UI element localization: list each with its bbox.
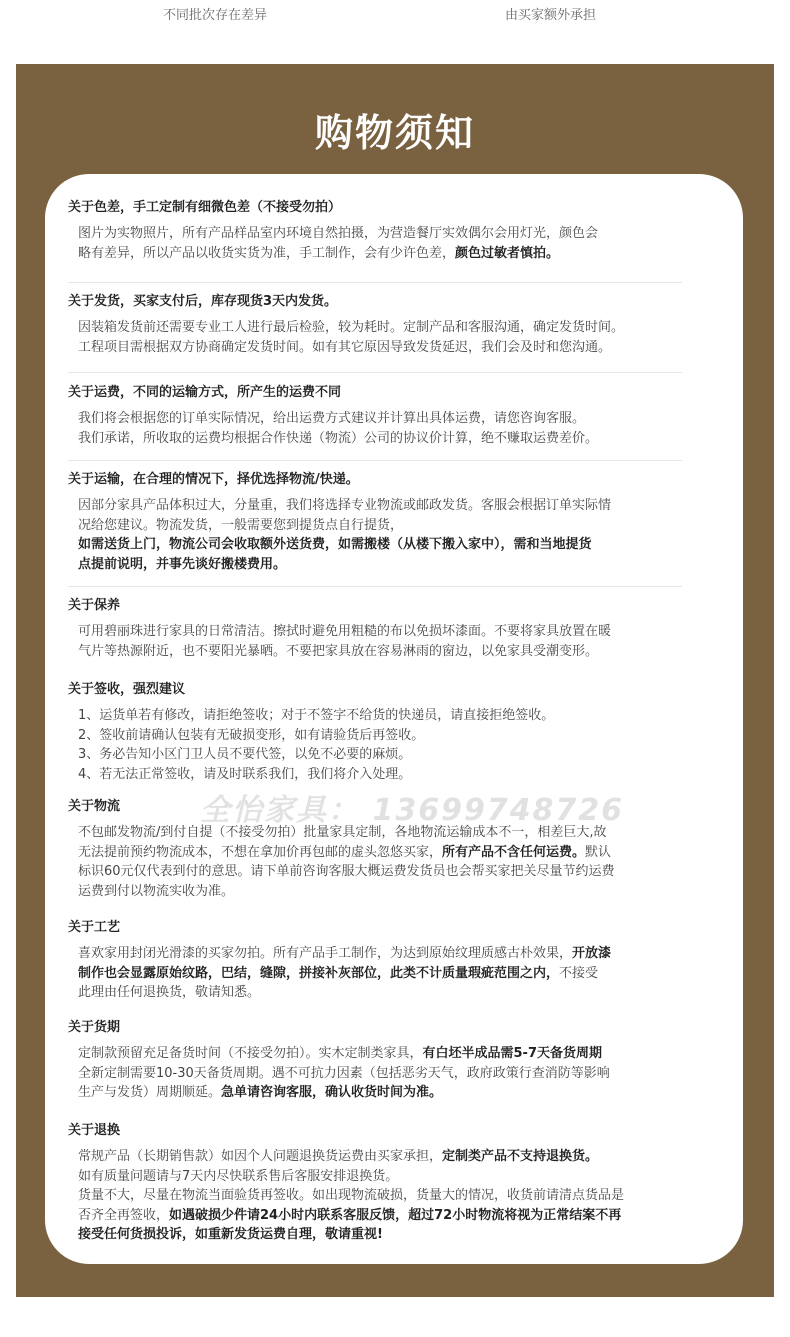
body-text: 可用碧丽珠进行家具的日常清洁。擦拭时避免用粗糙的布以免损坏漆面。不要将家具放置在暖: [78, 624, 612, 639]
section-line: [78, 1147, 708, 1167]
section-line: [78, 882, 708, 902]
emphasis-text: 点提前说明，并事先谈好搬楼费用。: [78, 556, 287, 572]
emphasis-text: 制作也会显露原始纹路，巴结，缝隙，拼接补灰部位，此类不计质量瑕疵范围之内，: [78, 965, 560, 981]
emphasis-text: 如需送货上门，物流公司会收取额外送货费，如需搬楼（从楼下搬入家中），需和当地提货: [78, 537, 592, 552]
section-heading: 关于发货，买家支付后，库存现货3天内发货。: [68, 294, 338, 309]
body-text: 无法提前预约物流成本，不想在拿加价再包邮的虚头忽悠买家，: [78, 844, 443, 860]
body-text: 略有差异，所以产品以收货实货为准，手工制作，会有少许色差，: [78, 245, 456, 261]
section-line: [78, 843, 708, 863]
section-line: [78, 535, 708, 555]
body-text: 喜欢家用封闭光滑漆的买家勿拍。所有产品手工制作，为达到原始纹理质感古朴效果，: [78, 946, 573, 961]
section-body: [68, 496, 708, 574]
notice-section: [68, 680, 708, 784]
notice-section: [68, 1121, 708, 1245]
body-text: 因部分家具产品体积过大，分量重，我们将选择专业物流或邮政发货。客服会根据订单实际情: [78, 498, 612, 513]
watermark-text: 全怡家具： 13699748726: [200, 793, 625, 828]
section-divider: [68, 586, 682, 587]
section-body: [68, 622, 708, 661]
notice-section: [68, 383, 708, 448]
section-body: [68, 224, 708, 263]
section-heading: 关于保养: [68, 598, 121, 613]
notice-section: [68, 918, 708, 1003]
emphasis-text: 开放漆: [572, 946, 612, 961]
section-line: [78, 1225, 708, 1245]
body-text: 1、运货单若有修改，请拒绝签收；对于不签字不给货的快递员，请直接拒绝签收。: [78, 708, 555, 723]
notice-section: [68, 198, 708, 263]
body-text: 2、签收前请确认包装有无破损变形，如有请验货后再签收。: [78, 727, 425, 743]
section-line: [78, 409, 708, 429]
section-line: [78, 224, 708, 244]
body-text: 3、务必告知小区门卫人员不要代签，以免不必要的麻烦。: [78, 747, 412, 762]
body-text: 生产与发货）周期顺延。: [78, 1085, 222, 1100]
section-body: [68, 1044, 708, 1103]
emphasis-text: 如遇破损少件请24小时内联系客服反馈，超过72小时物流将视为正常结案不再: [169, 1207, 622, 1223]
emphasis-text: 急单请咨询客服，确认收货时间为准。: [221, 1085, 443, 1100]
notice-section: [68, 470, 708, 574]
body-text: 常规产品（长期销售款）如因个人问题退换货运费由买家承担，: [78, 1149, 443, 1164]
section-heading: 关于运费，不同的运输方式，所产生的运费不同: [68, 385, 342, 400]
top-caption-right: 由买家额外承担: [505, 8, 597, 23]
section-body: [68, 944, 708, 1003]
section-line: [78, 1064, 708, 1084]
body-text: 4、若无法正常签收，请及时联系我们，我们将介入处理。: [78, 766, 412, 782]
section-body: [68, 318, 708, 357]
section-line: [78, 496, 708, 516]
section-line: [78, 1083, 708, 1103]
section-line: [78, 745, 708, 765]
section-line: [78, 244, 708, 264]
section-line: [78, 1044, 708, 1064]
body-text: 定制款预留充足备货时间（不接受勿拍）。实木定制类家具，: [78, 1046, 423, 1061]
body-text: 我们承诺，所收取的运费均根据合作快递（物流）公司的协议价计算，绝不赚取运费差价。: [78, 430, 599, 446]
section-heading: 关于签收，强烈建议: [68, 682, 186, 697]
emphasis-text: 有白坯半成品需5-7天备货周期: [422, 1046, 603, 1061]
section-line: [78, 555, 708, 575]
body-text: 因装箱发货前还需要专业工人进行最后检验，较为耗时。定制产品和客服沟通，确定发货时间。: [78, 320, 625, 335]
section-heading: 关于运输，在合理的情况下，择优选择物流/快递。: [68, 472, 359, 487]
section-line: [78, 622, 708, 642]
body-text: 气片等热源附近，也不要阳光暴晒。不要把家具放在容易淋雨的窗边，以免家具受潮变形。: [78, 643, 599, 659]
section-line: [78, 726, 708, 746]
section-line: [78, 1206, 708, 1226]
body-text: 况给您建议。物流发货，一般需要您到提货点自行提货，: [78, 517, 404, 533]
body-text: 此理由任何退换货，敬请知悉。: [78, 985, 261, 1000]
section-line: [78, 429, 708, 449]
body-text: 遇不可抗力因素（包括恶劣天气，政府政策行查消防等影响: [271, 1065, 610, 1081]
page-title: 购物须知: [314, 111, 475, 155]
section-divider: [68, 282, 682, 283]
body-text: 图片为实物照片，所有产品样品室内环境自然拍摄，为营造餐厅实效偶尔会用灯光，颜色会: [78, 226, 599, 241]
section-line: [78, 318, 708, 338]
emphasis-text: 所有产品不含任何运费。: [442, 844, 586, 860]
section-divider: [68, 372, 682, 373]
section-line: [78, 642, 708, 662]
section-line: [78, 1167, 708, 1187]
body-text: 货量不大，尽量在物流当面验货再签收。如出现物流破损，货量大的情况，收货前请清点货品是: [78, 1188, 625, 1203]
body-text: 不包邮发物流/到付自提（不接受勿拍）批量家具定制，各地物流运输成本不一，相差巨大,故: [78, 825, 607, 840]
section-line: [78, 862, 708, 882]
body-text: 运费到付以物流实收为准。: [78, 883, 235, 899]
section-line: [78, 983, 708, 1003]
body-text: 如有质量问题请与7天内尽快联系售后客服安排退换货。: [78, 1168, 399, 1184]
section-line: [78, 706, 708, 726]
section-line: [78, 964, 708, 984]
section-body: [68, 823, 708, 901]
top-captions: [0, 0, 790, 60]
section-heading: 关于工艺: [68, 920, 121, 935]
body-text: 默认: [585, 844, 612, 860]
section-line: [78, 338, 708, 358]
top-caption-left: 不同批次存在差异: [163, 8, 268, 23]
body-text: 否齐全再签收，: [78, 1207, 170, 1223]
emphasis-text: 接受任何货损投诉，如重新发货运费自理，敬请重视!: [78, 1227, 383, 1242]
body-text: 全新定制需要10-30天备货周期。: [78, 1065, 272, 1081]
section-heading: 关于退换: [68, 1123, 121, 1138]
section-heading: 关于物流: [68, 799, 121, 814]
notice-section: [68, 1018, 708, 1103]
emphasis-text: 定制类产品不支持退换货。: [442, 1149, 599, 1164]
section-line: [78, 1186, 708, 1206]
notice-section: [68, 292, 708, 357]
body-text: 不接受: [559, 965, 599, 981]
section-line: [78, 765, 708, 785]
notice-section: [68, 596, 708, 661]
section-line: [78, 516, 708, 536]
section-heading: 关于色差，手工定制有细微色差（不接受勿拍）: [68, 200, 342, 215]
body-text: 我们将会根据您的订单实际情况，给出运费方式建议并计算出具体运费，请您咨询客服。: [78, 411, 586, 426]
section-divider: [68, 460, 682, 461]
body-text: 标识60元仅代表到付的意思。请下单前咨询客服大概运费发货员也会帮买家把关尽量节约运费: [78, 864, 615, 879]
section-body: [68, 706, 708, 784]
section-heading: 关于货期: [68, 1020, 121, 1035]
section-body: [68, 409, 708, 448]
emphasis-text: 颜色过敏者慎拍。: [455, 245, 560, 261]
section-body: [68, 1147, 708, 1245]
body-text: 工程项目需根据双方协商确定发货时间。如有其它原因导致发货延迟，我们会及时和您沟通。: [78, 339, 612, 355]
section-line: [78, 944, 708, 964]
